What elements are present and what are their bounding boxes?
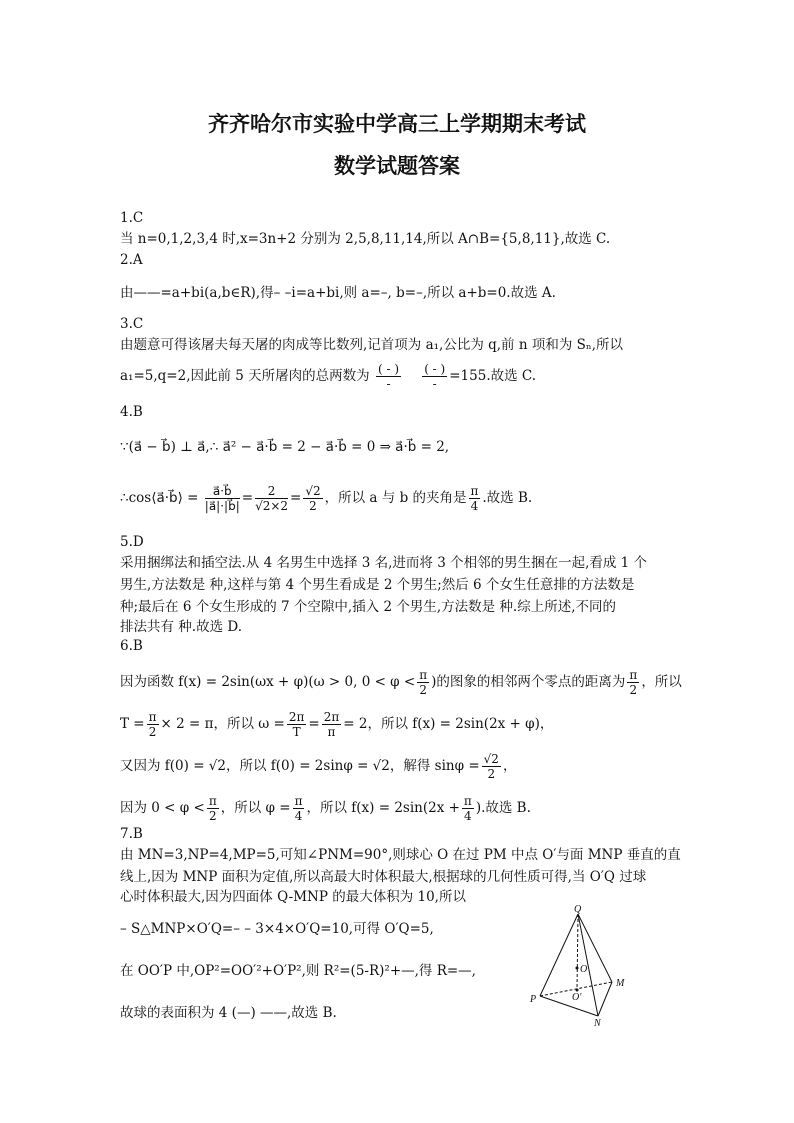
q5-answer: 5.D — [120, 534, 144, 550]
label-O: O — [580, 964, 588, 975]
q7-line4: – S△MNP×O′Q=– – 3×4×O′Q=10,可得 O′Q=5, — [120, 921, 434, 937]
tetrahedron-figure — [522, 904, 632, 1028]
q5-line3: 种;最后在 6 个女生形成的 7 个空隙中,插入 2 个男生,方法数是 种.综上所述,不同的 — [120, 599, 617, 615]
q6-text-2d: = 2，所以 f(x) = 2sin(2x + φ)， — [343, 716, 554, 732]
q6-fraction-3: $\frac{\pi}{2}$ — [148, 710, 157, 739]
q6-text-3a: 又因为 f(0) = √2，所以 f(0) = 2sinφ = √2，解得 sinφ = — [120, 758, 480, 774]
q4-answer: 4.B — [120, 404, 143, 420]
q3-fraction-2: $\frac{( - )}{-}$ — [424, 362, 446, 391]
page-subtitle: 数学试题答案 — [334, 154, 460, 178]
q3-line1: 由题意可得该屠夫每天屠的肉成等比数列,记首项为 a₁,公比为 q,前 n 项和为 Sₙ,所以 — [120, 337, 624, 353]
q4-eq: = — [241, 490, 254, 506]
q2-answer: 2.A — [120, 252, 143, 268]
q1-answer: 1.C — [120, 210, 144, 226]
q2-line1: 由——=a+bi(a,b∈R),得– –i=a+bi,则 a=–, b=–,所以 a+b=0.故选 A. — [120, 285, 556, 301]
q3-text-a: a₁=5,q=2,因此前 5 天所屠肉的总两数为 — [120, 368, 370, 384]
q6-line3 — [120, 752, 516, 781]
q4-line1: ∵(a⃗ − b⃗) ⊥ a⃗,∴ a⃗² − a⃗·b⃗ = 2 − a⃗·b⃗ = 0 ⇒ a⃗·b⃗ = 2, — [120, 439, 450, 455]
q6-line4 — [120, 794, 531, 823]
q6-fraction-6: $\frac{√2}{2}$ — [483, 752, 499, 781]
q4-fraction-3: $\frac{√2}{2}$ — [305, 484, 321, 513]
q6-fraction-5: $\frac{2\pi}{\pi}$ — [323, 710, 340, 739]
q4-fraction-2: $\frac{2}{√2\times 2}$ — [255, 484, 289, 513]
q5-line1: 采用捆绑法和插空法.从 4 名男生中选择 3 名,进而将 3 个相邻的男生捆在一起,看成 1 个 — [120, 555, 648, 571]
q7-line2: 线上,因为 MNP 面积为定值,所以高最大时体积最大,根据球的几何性质可得,当 O′Q 过球 — [120, 869, 647, 885]
q4-fraction-4: $\frac{\pi}{4}$ — [470, 484, 479, 513]
q7-answer: 7.B — [120, 826, 143, 842]
q6-text-2a: T = — [120, 716, 145, 732]
q3-line2 — [120, 362, 536, 391]
q6-text-4a: 因为 0 < φ < — [120, 800, 205, 816]
q6-text-4d: ).故选 B. — [475, 800, 531, 816]
q6-line1 — [120, 668, 682, 697]
q7-line3: 心时体积最大,因为四面体 Q-MNP 的最大体积为 10,所以 — [120, 889, 466, 905]
q3-text-b: =155.故选 C. — [449, 368, 537, 384]
q5-line4: 排法共有 种.故选 D. — [120, 619, 243, 635]
q6-text-2b: × 2 = π，所以 ω = — [160, 716, 285, 732]
q6-fraction-9: $\frac{\pi}{4}$ — [463, 794, 472, 823]
q5-line2: 男生,方法数是 种,这样与第 4 个男生看成是 2 个男生;然后 6 个女生任意排的方法数是 — [120, 577, 635, 593]
q6-text-4b: ，所以 φ = — [220, 800, 291, 816]
q6-text-4c: ，所以 f(x) = 2sin(2x + — [306, 800, 460, 816]
q6-text-2c: = — [308, 716, 320, 732]
q6-line2 — [120, 710, 553, 739]
q7-line5: 在 OO′P 中,OP²=OO′²+O′P²,则 R²=(5-R)²+—,得 R=—, — [120, 963, 476, 979]
q6-fraction-7: $\frac{\pi}{2}$ — [208, 794, 217, 823]
q7-line1: 由 MN=3,NP=4,MP=5,可知∠PNM=90°,则球心 O 在过 PM 中点 O′与面 MNP 垂直的直 — [120, 847, 681, 863]
label-O-prime: O′ — [572, 992, 582, 1003]
label-M: M — [616, 978, 625, 989]
q3-answer: 3.C — [120, 316, 144, 332]
label-P: P — [530, 994, 537, 1005]
q4-eq2: = — [290, 490, 302, 506]
q6-fraction-4: $\frac{2\pi}{T}$ — [288, 710, 305, 739]
label-N: N — [594, 1018, 601, 1028]
q4-text-b: ，所以 a 与 b 的夹角是 — [324, 490, 467, 506]
q6-answer: 6.B — [120, 638, 143, 654]
q1-line1: 当 n=0,1,2,3,4 时,x=3n+2 分别为 2,5,8,11,14,所以 A∩B={5,8,11},故选 C. — [120, 231, 611, 247]
label-Q: Q — [574, 904, 582, 915]
q6-text-1a: 因为函数 f(x) = 2sin(ωx + φ)(ω > 0, 0 < φ < — [120, 674, 416, 690]
page-title: 齐齐哈尔市实验中学高三上学期期末考试 — [208, 112, 586, 136]
q6-text-3b: ， — [502, 758, 517, 774]
q4-line2 — [120, 484, 532, 513]
q6-fraction-8: $\frac{\pi}{4}$ — [294, 794, 303, 823]
q4-text-a: ∴cos⟨a⃗·b⃗⟩ = — [120, 490, 199, 506]
q7-line6: 故球的表面积为 4 (—) ——,故选 B. — [120, 1005, 337, 1021]
q4-fraction-1: $\frac{a⃗\cdot b⃗}{|a⃗|\cdot|b⃗|}$ — [204, 484, 240, 513]
q3-fraction-1: $\frac{( - )}{-}$ — [377, 362, 400, 391]
q4-text-c: .故选 B. — [482, 490, 533, 506]
q6-text-1c: ，所以 — [641, 674, 682, 690]
q6-fraction-2: $\frac{\pi}{2}$ — [629, 668, 638, 697]
q6-text-1b: )的图象的相邻两个零点的距离为 — [431, 674, 626, 690]
q6-fraction-1: $\frac{\pi}{2}$ — [419, 668, 428, 697]
